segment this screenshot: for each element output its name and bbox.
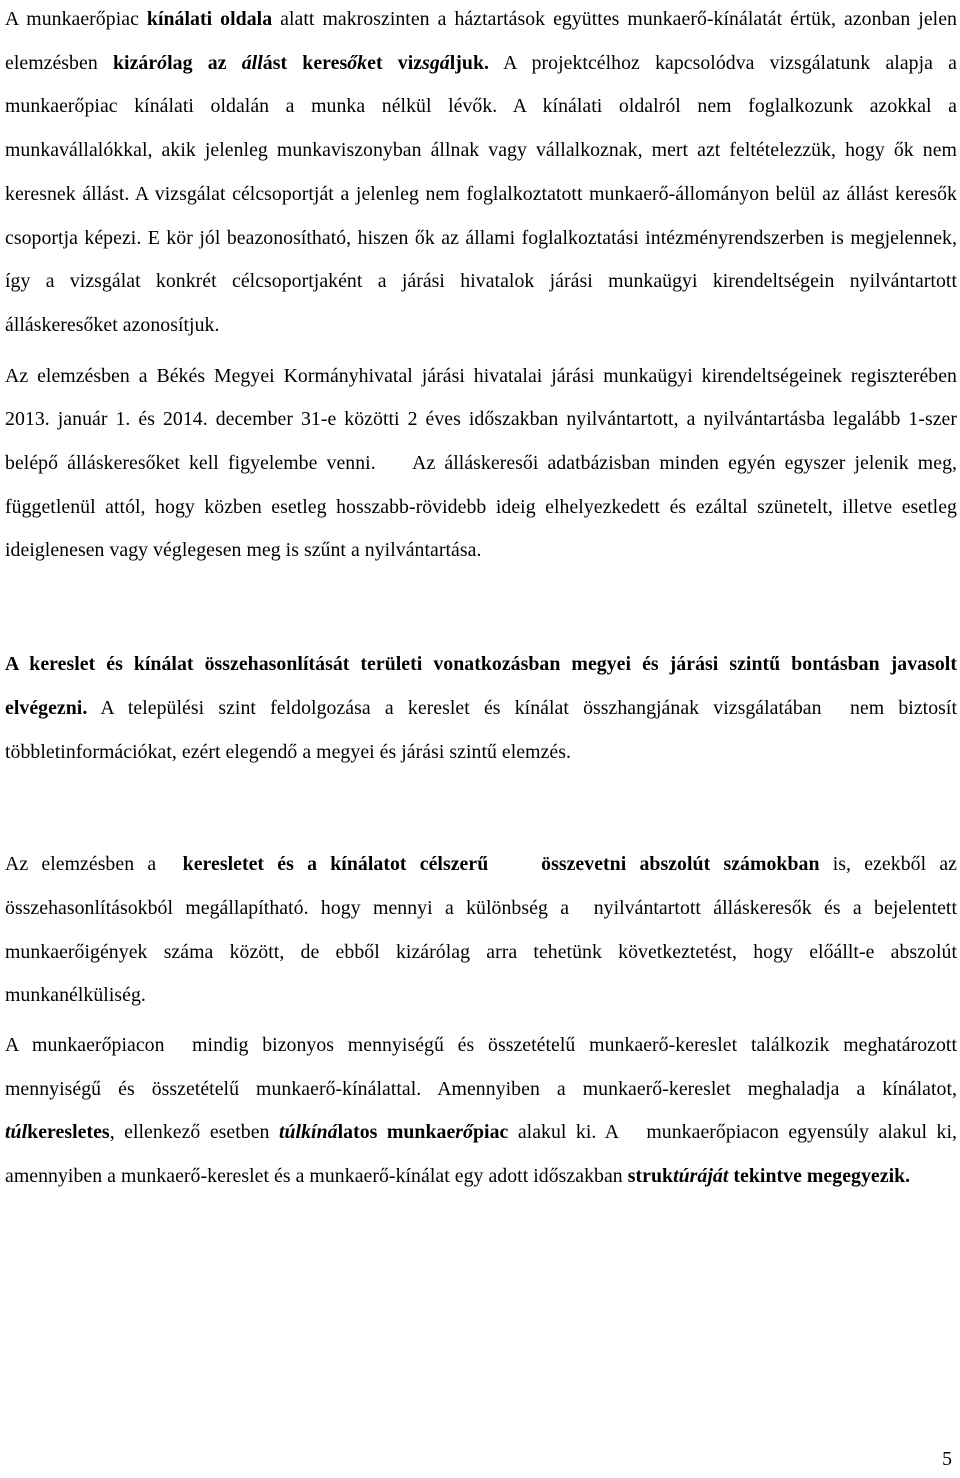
- emphasis-text: kínálati oldala: [146, 8, 273, 30]
- emphasis-text: A kereslet és kínálat összehasonlítását területi vonatkozásban megyei és járási szintű bontásban javasolt elvégezni.: [5, 653, 957, 719]
- text-run: alatt makroszinten a háztartások együttes munkaerő-kínálatát értük, azonban jelen elemzésben: [5, 8, 957, 74]
- text-run: munkaerőpiacon egyensúly alakul ki, amennyiben a munkaerő-kereslet és a munkaerő-kínálat egy adott időszakban: [5, 1121, 958, 1188]
- paragraph-analysis-scope: [5, 355, 957, 574]
- emphasis-text: struktúráját tekintve megegyezik.: [627, 1165, 911, 1188]
- text-run: nyilvántartott álláskeresők és a bejelentett munkaerőigények száma között, de ebből kizárólag arra tehetünk következtetést, hogy előállt-e abszolút munkanélküliség.: [5, 896, 957, 1007]
- emphasis-text: túlkínálatos munkaerőpiac: [278, 1121, 509, 1144]
- text-run: A projektcélhoz kapcsolódva vizsgálatunk alapja a munkaerőpiac kínálati oldalán a munka nélkül lévők. A kínálati oldalról nem foglalkozunk azokkal a munkavállalókkal, akik jelenleg munkaviszonyban állnak vagy vállalkoznak, mert azt feltételezzük, hogy ők nem keresnek állást. A vizsgálat célcsoportját a jelenleg nem foglalkoztatott munkaerő-állományon belül az állást keresők csoportja képezi. E kör jól beazonosítható, hiszen ők az állami foglalkoztatási intézményrendszerben is megjelennek, így a vizsgálat konkrét célcsoportjaként a járási hivatalok járási munkaügyi kirendeltségein nyilvántartott álláskeresőket azonosítjuk.: [5, 51, 958, 336]
- document-page: [5, 0, 957, 1199]
- emphasis-text: keresletet és a kínálatot célszerű: [182, 853, 489, 876]
- emphasis-text: túlkeresletes: [5, 1121, 110, 1144]
- paragraph-absolute-numbers: [5, 843, 957, 1018]
- text-run: Az álláskeresői adatbázisban minden egyén egyszer jelenik meg, függetlenül attól, hogy közben esetleg hosszabb-rövidebb ideig elhelyezkedett és ezáltal szünetelt, illetve esetleg ideiglenesen vagy véglegesen meg is szűnt a nyilvántartása.: [5, 452, 957, 562]
- text-run: , ellenkező esetben: [109, 1121, 279, 1144]
- text-run: alakul ki. A: [508, 1121, 628, 1144]
- text-run: is, ezekből az összehasonlításokból megállapítható. hogy mennyi a különbség a: [5, 853, 958, 919]
- text-run: A munkaerőpiacon: [5, 1034, 179, 1057]
- text-run: mindig bizonyos mennyiségű és összetételű munkaerő-kereslet találkozik meghatározott mennyiségű és összetételű munkaerő-kínálattal. Amennyiben a munkaerő-kereslet meghaladja a kínálatot,: [5, 1034, 957, 1100]
- text-run: A munkaerőpiac: [5, 8, 147, 30]
- emphasis-text: összevetni abszolút számokban: [541, 853, 820, 876]
- emphasis-text: kizárólag az állást keresőket vizsgáljuk.: [112, 51, 490, 74]
- page-number: 5: [942, 1448, 952, 1470]
- text-run: nem biztosít többletinformációkat, ezért elegendő a megyei és járási szintű elemzés.: [5, 696, 957, 763]
- text-run: A települési szint feldolgozása a kereslet és kínálat összhangjának vizsgálatában: [87, 696, 836, 719]
- paragraph-market-balance: [5, 1024, 957, 1199]
- paragraph-territorial-comparison: [5, 643, 957, 774]
- paragraph-supply-side: [5, 0, 957, 348]
- text-run: Az elemzésben a: [5, 853, 170, 876]
- text-run: Az elemzésben a Békés Megyei Kormányhivatal járási hivatalai járási munkaügyi kirendeltségeinek regiszterében 2013. január 1. és 2014. december 31-e közötti 2 éves időszakban nyilvántartott, a nyilvántartásba legalább 1-szer belépő álláskeresőket kell figyelembe venni.: [5, 364, 957, 475]
